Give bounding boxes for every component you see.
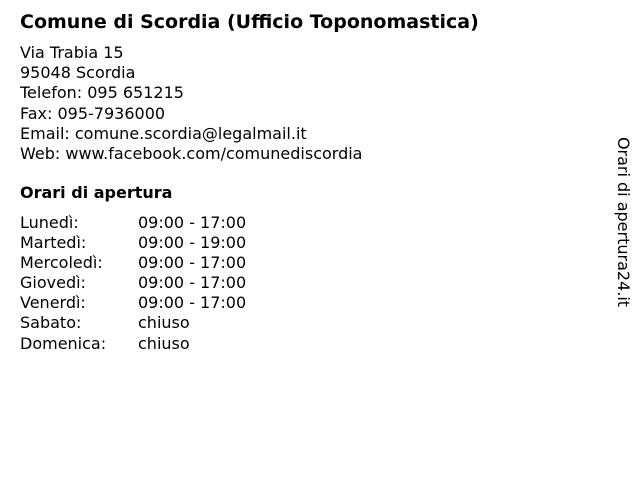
site-watermark: Orari di apertura24.it — [614, 136, 633, 308]
opening-hours-heading: Orari di apertura — [20, 183, 173, 202]
time-value: chiuso — [138, 313, 190, 333]
time-value: chiuso — [138, 333, 190, 353]
time-value: 09:00 - 17:00 — [138, 273, 247, 293]
page-title: Comune di Scordia (Ufficio Toponomastica) — [20, 11, 479, 33]
hours-row-wednesday — [20, 253, 300, 273]
time-value: 09:00 - 19:00 — [138, 233, 247, 253]
hours-row-tuesday — [20, 233, 300, 253]
time-value: 09:00 - 17:00 — [138, 293, 247, 313]
hours-row-monday — [20, 213, 300, 233]
day-label: Venerdì: — [20, 293, 86, 313]
fax-number: Fax: 095-7936000 — [20, 103, 166, 123]
day-label: Domenica: — [20, 333, 107, 353]
opening-hours-table — [20, 213, 300, 354]
day-label: Mercoledì: — [20, 253, 103, 273]
time-value: 09:00 - 17:00 — [138, 253, 247, 273]
day-label: Sabato: — [20, 313, 82, 333]
day-label: Giovedì: — [20, 273, 86, 293]
time-value: 09:00 - 17:00 — [138, 213, 247, 232]
email-address: Email: comune.scordia@legalmail.it — [20, 123, 307, 143]
hours-row-saturday — [20, 313, 300, 333]
hours-row-friday — [20, 293, 300, 313]
day-label: Martedì: — [20, 233, 87, 253]
address-street: Via Trabia 15 — [20, 43, 124, 62]
hours-row-thursday — [20, 273, 300, 293]
address-city: 95048 Scordia — [20, 63, 136, 83]
phone-number: Telefon: 095 651215 — [20, 83, 184, 103]
day-label: Lunedì: — [20, 213, 79, 232]
hours-row-sunday — [20, 334, 300, 354]
contact-info — [20, 43, 362, 164]
website-link: Web: www.facebook.com/comunediscordia — [20, 143, 363, 163]
